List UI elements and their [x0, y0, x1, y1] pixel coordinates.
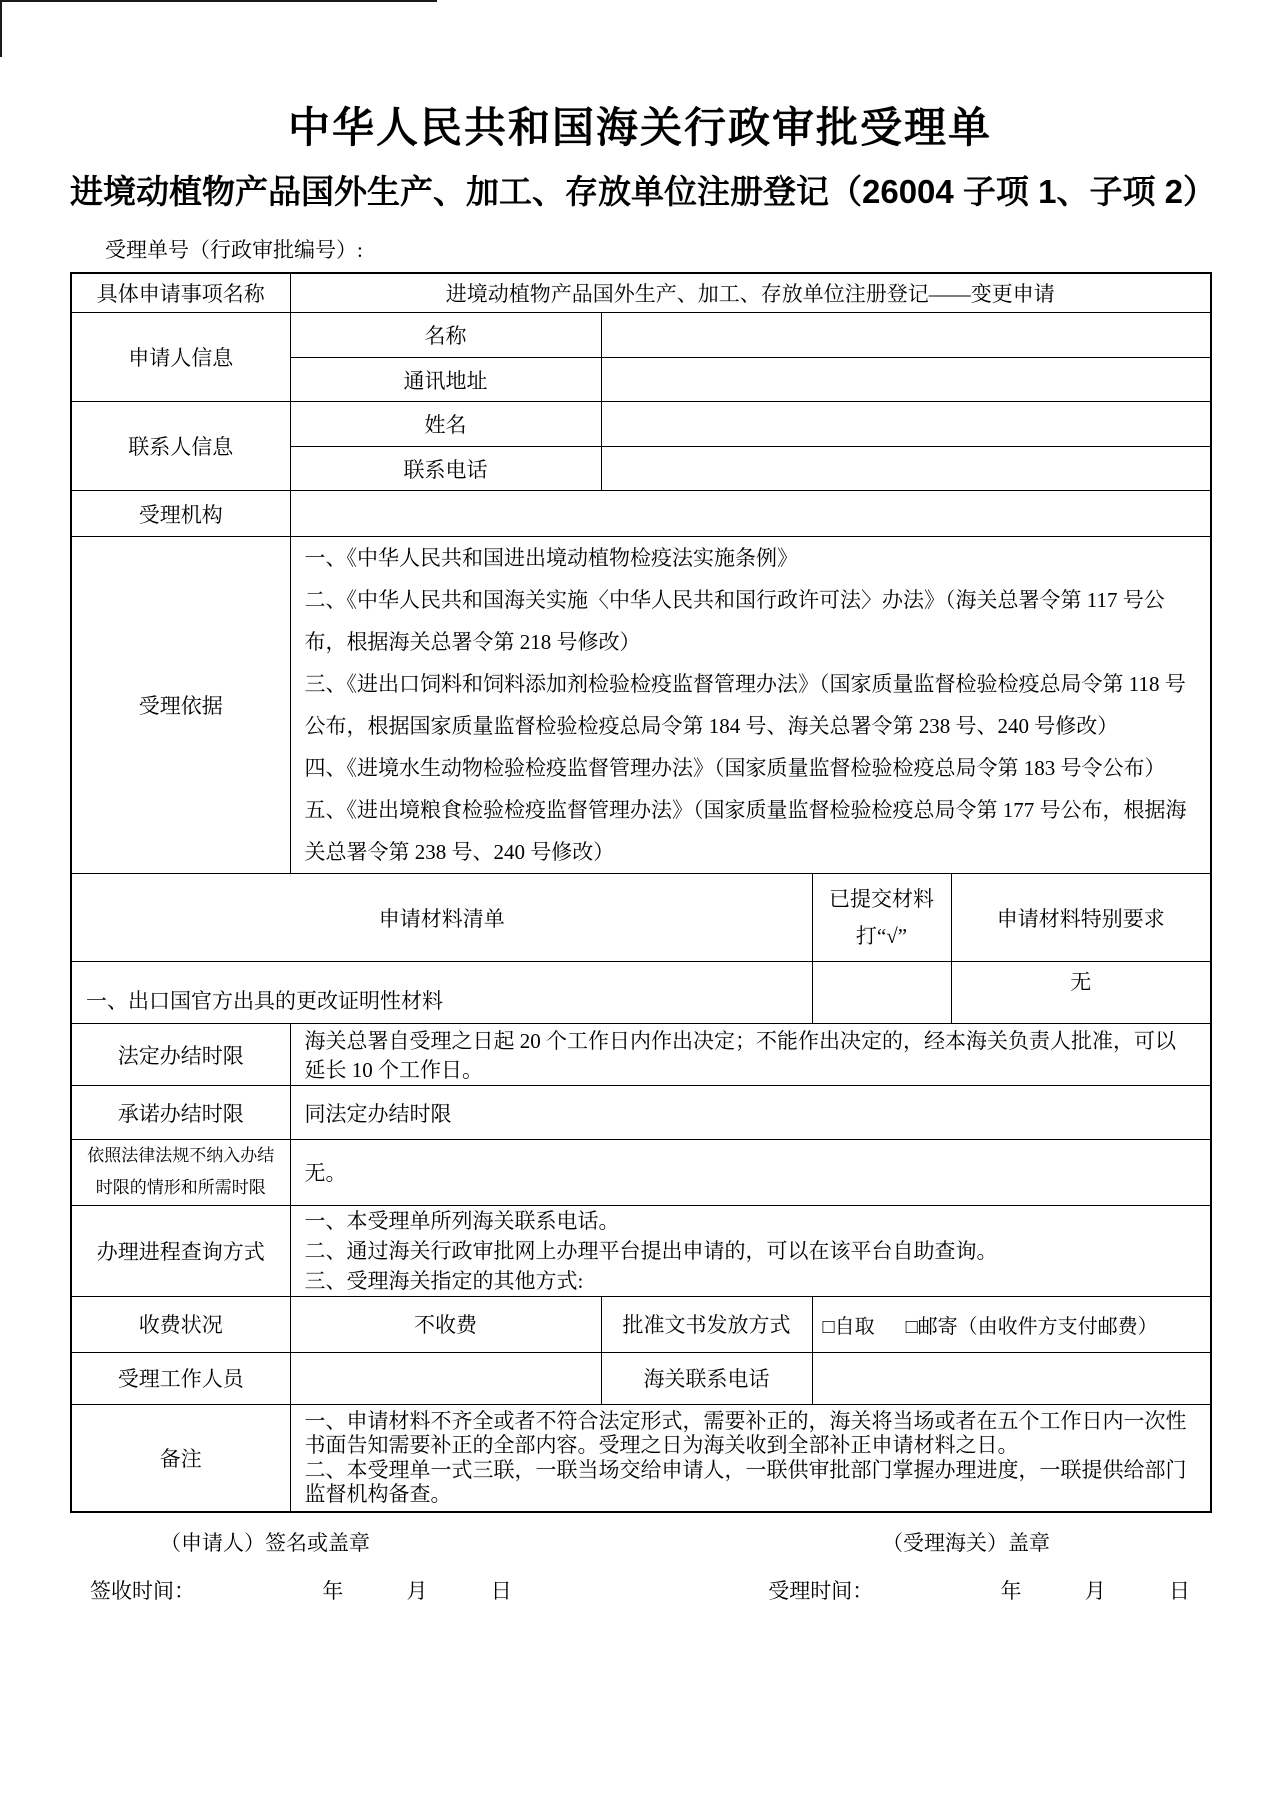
progress-query-item-1: 一、本受理单所列海关联系电话。	[304, 1208, 620, 1233]
page-title: 中华人民共和国海关行政审批受理单	[287, 104, 992, 151]
accept-year-label: 年	[1000, 1578, 1022, 1603]
progress-query-label: 办理进程查询方式	[71, 1205, 290, 1296]
sign-time-label: 签收时间：	[90, 1578, 195, 1603]
contact-name-value	[601, 402, 1211, 447]
remarks-item-1: 一、申请材料不齐全或者不符合法定形式，需要补正的，海关将当场或者在五个工作日内一次性书面告知需要补正的全部内容。受理之日为海关收到全部补正申请材料之日。	[304, 1408, 1187, 1458]
remarks-text	[290, 1404, 1211, 1512]
row-basis	[71, 537, 1211, 874]
applicant-address-label: 通讯地址	[290, 358, 601, 402]
form-table	[70, 272, 1212, 1513]
item-name-value: 进境动植物产品国外生产、加工、存放单位注册登记——变更申请	[290, 273, 1211, 313]
contact-phone-label: 联系电话	[290, 447, 601, 491]
page-subtitle: 进境动植物产品国外生产、加工、存放单位注册登记（26004 子项 1、子项 2）	[70, 172, 1216, 210]
row-applicant-name	[71, 313, 1211, 358]
scan-artifact-top	[0, 0, 437, 2]
basis-item-2: 二、《中华人民共和国海关实施〈中华人民共和国行政许可法〉办法》（海关总署令第 117 号公布，根据海关总署令第 218 号修改）	[304, 588, 1165, 655]
materials-submitted-header-line1: 已提交材料	[829, 886, 934, 911]
row-accepting-org	[71, 491, 1211, 537]
fee-value: 不收费	[290, 1296, 601, 1352]
mail-checkbox-option: □邮寄（由收件方支付邮费）	[905, 1315, 1158, 1338]
accepting-org-value	[290, 491, 1211, 537]
row-remarks	[71, 1404, 1211, 1512]
form-number-label: 受理单号（行政审批编号）:	[105, 237, 363, 262]
material-1-name: 一、出口国官方出具的更改证明性材料	[71, 962, 812, 1024]
sign-day-label: 日	[490, 1578, 512, 1603]
row-progress-query	[71, 1205, 1211, 1296]
basis-item-1: 一、《中华人民共和国进出境动植物检疫法实施条例》	[304, 546, 798, 571]
remarks-label: 备注	[71, 1404, 290, 1512]
row-promised-limit	[71, 1086, 1211, 1140]
basis-item-5: 五、《进出境粮食检验检疫监督管理办法》（国家质量监督检验检疫总局令第 177 号公布，根据海关总署令第 238 号、240 号修改）	[304, 798, 1187, 865]
staff-label: 受理工作人员	[71, 1352, 290, 1404]
progress-query-item-3: 三、受理海关指定的其他方式:	[304, 1268, 584, 1293]
applicant-address-value	[601, 358, 1211, 402]
row-excluded-limit	[71, 1140, 1211, 1206]
excluded-limit-label: 依照法律法规不纳入办结时限的情形和所需时限	[71, 1140, 290, 1206]
scan-artifact-left	[0, 0, 2, 57]
sign-month-label: 月	[406, 1578, 428, 1603]
fee-label: 收费状况	[71, 1296, 290, 1352]
contact-phone-value	[601, 447, 1211, 491]
row-fee	[71, 1296, 1211, 1352]
accept-time-group	[768, 1575, 1190, 1605]
customs-phone-label: 海关联系电话	[601, 1352, 812, 1404]
row-statutory-limit	[71, 1024, 1211, 1086]
applicant-name-label: 名称	[290, 313, 601, 358]
customs-seal-label: （受理海关）盖章	[882, 1530, 1050, 1555]
signature-line	[70, 1527, 1210, 1557]
materials-special-header: 申请材料特别要求	[951, 874, 1211, 962]
applicant-info-label: 申请人信息	[71, 313, 290, 402]
contact-info-label: 联系人信息	[71, 402, 290, 491]
accept-day-label: 日	[1169, 1578, 1190, 1603]
basis-text	[290, 537, 1211, 874]
pickup-checkbox-option: □自取	[822, 1315, 875, 1338]
materials-list-header: 申请材料清单	[71, 874, 812, 962]
basis-item-3: 三、《进出口饲料和饲料添加剂检验检疫监督管理办法》（国家质量监督检验检疫总局令第 118 号公布，根据国家质量监督检验检疫总局令第 184 号、海关总署令第 238 号、240 号修改）	[304, 672, 1186, 739]
basis-item-4: 四、《进境水生动物检验检疫监督管理办法》（国家质量监督检验检疫总局令第 183 号令公布）	[304, 756, 1166, 781]
row-item-name	[71, 273, 1211, 313]
material-1-special: 无	[951, 962, 1211, 1024]
promised-limit-label: 承诺办结时限	[71, 1086, 290, 1140]
excluded-limit-value: 无。	[290, 1140, 1211, 1206]
row-materials-header	[71, 874, 1211, 962]
sign-year-label: 年	[322, 1578, 344, 1603]
time-line	[70, 1575, 1210, 1605]
remarks-item-2: 二、本受理单一式三联，一联当场交给申请人，一联供审批部门掌握办理进度，一联提供给部门监督机构备查。	[304, 1457, 1187, 1507]
delivery-method-label: 批准文书发放方式	[601, 1296, 812, 1352]
row-material-1	[71, 962, 1211, 1024]
statutory-limit-value: 海关总署自受理之日起 20 个工作日内作出决定；不能作出决定的，经本海关负责人批准，可以延长 10 个工作日。	[290, 1024, 1211, 1086]
progress-query-text	[290, 1205, 1211, 1296]
item-name-label: 具体申请事项名称	[71, 273, 290, 313]
row-staff	[71, 1352, 1211, 1404]
contact-name-label: 姓名	[290, 402, 601, 447]
staff-value	[290, 1352, 601, 1404]
applicant-name-value	[601, 313, 1211, 358]
promised-limit-value: 同法定办结时限	[290, 1086, 1211, 1140]
row-contact-name	[71, 402, 1211, 447]
materials-submitted-header	[812, 874, 951, 962]
accepting-org-label: 受理机构	[71, 491, 290, 537]
accept-month-label: 月	[1084, 1578, 1106, 1603]
sign-time-group	[90, 1575, 512, 1605]
delivery-options	[812, 1296, 1211, 1352]
accept-time-label: 受理时间：	[768, 1578, 874, 1603]
basis-label: 受理依据	[71, 537, 290, 874]
applicant-signature-label: （申请人）签名或盖章	[160, 1530, 370, 1555]
customs-phone-value	[812, 1352, 1211, 1404]
statutory-limit-label: 法定办结时限	[71, 1024, 290, 1086]
materials-submitted-header-line2: 打“√”	[855, 923, 908, 948]
material-1-submitted-cell	[812, 962, 951, 1024]
progress-query-item-2: 二、通过海关行政审批网上办理平台提出申请的，可以在该平台自助查询。	[304, 1238, 998, 1263]
